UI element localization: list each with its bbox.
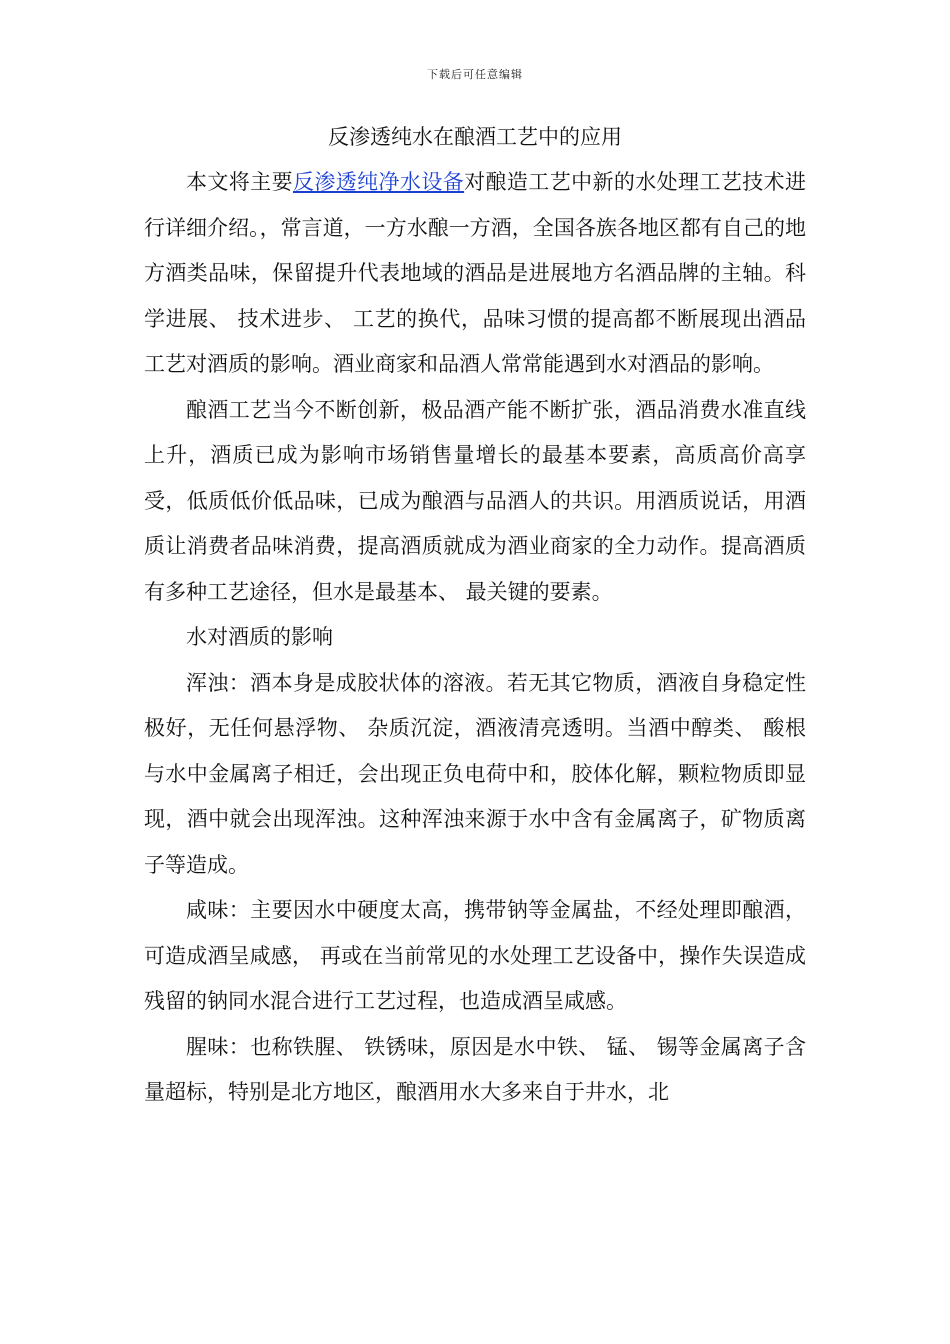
intro-after-link: 对酿造工艺中新的水处理工艺技术进行详细介绍。，常言道，一方水酿一方酒，全国各族各地区都有自己的地方酒类品味，保留提升代表地域的酒品是进展地方名酒品牌的主轴。科学进展、 技术进步、 工艺的换代，品味习惯的提高都不断展现出酒品工艺对酒质的影响。酒业商家和品酒人常常能遇到水对酒品的影响。: [144, 170, 807, 376]
paragraph-fishy: 腥味：也称铁腥、 铁锈味，原因是水中铁、 锰、 锡等金属离子含量超标，特别是北方地区，酿酒用水大多来自于井水，北: [144, 1034, 806, 1104]
product-link[interactable]: 反渗透纯净水设备: [292, 170, 465, 194]
paragraph-turbidity: 浑浊：酒本身是成胶状体的溶液。若无其它物质，酒液自身稳定性极好，无任何悬浮物、 杂质沉淀，酒液清亮透明。当酒中醇类、 酸根与水中金属离子相迁，会出现正负电荷中和，胶体化解，颗粒物质即显现，酒中就会出现浑浊。这种浑浊来源于水中含有金属离子，矿物质离子等造成。: [144, 670, 806, 877]
intro-before-link: 本文将主要: [186, 170, 293, 194]
paragraph-salty: 咸味：主要因水中硬度太高，携带钠等金属盐，不经处理即酿酒， 可造成酒呈咸感， 再或在当前常见的水处理工艺设备中，操作失误造成残留的钠同水混合进行工艺过程，也造成酒呈咸感。: [144, 898, 806, 1013]
section-heading: 水对酒质的影响: [186, 625, 333, 649]
header-note: 下载后可任意编辑: [427, 68, 523, 81]
document-title: 反渗透纯水在酿酒工艺中的应用: [328, 125, 622, 149]
document-body: [144, 160, 806, 1116]
paragraph-brewing-process: 酿酒工艺当今不断创新，极品酒产能不断扩张，酒品消费水准直线上升，酒质已成为影响市场销售量增长的最基本要素，高质高价高享受，低质低价低品味，已成为酿酒与品酒人的共识。用酒质说话，用酒质让消费者品味消费，提高酒质就成为酒业商家的全力动作。提高酒质有多种工艺途径，但水是最基本、 最关键的要素。: [144, 397, 806, 604]
intro-paragraph: [144, 160, 806, 388]
